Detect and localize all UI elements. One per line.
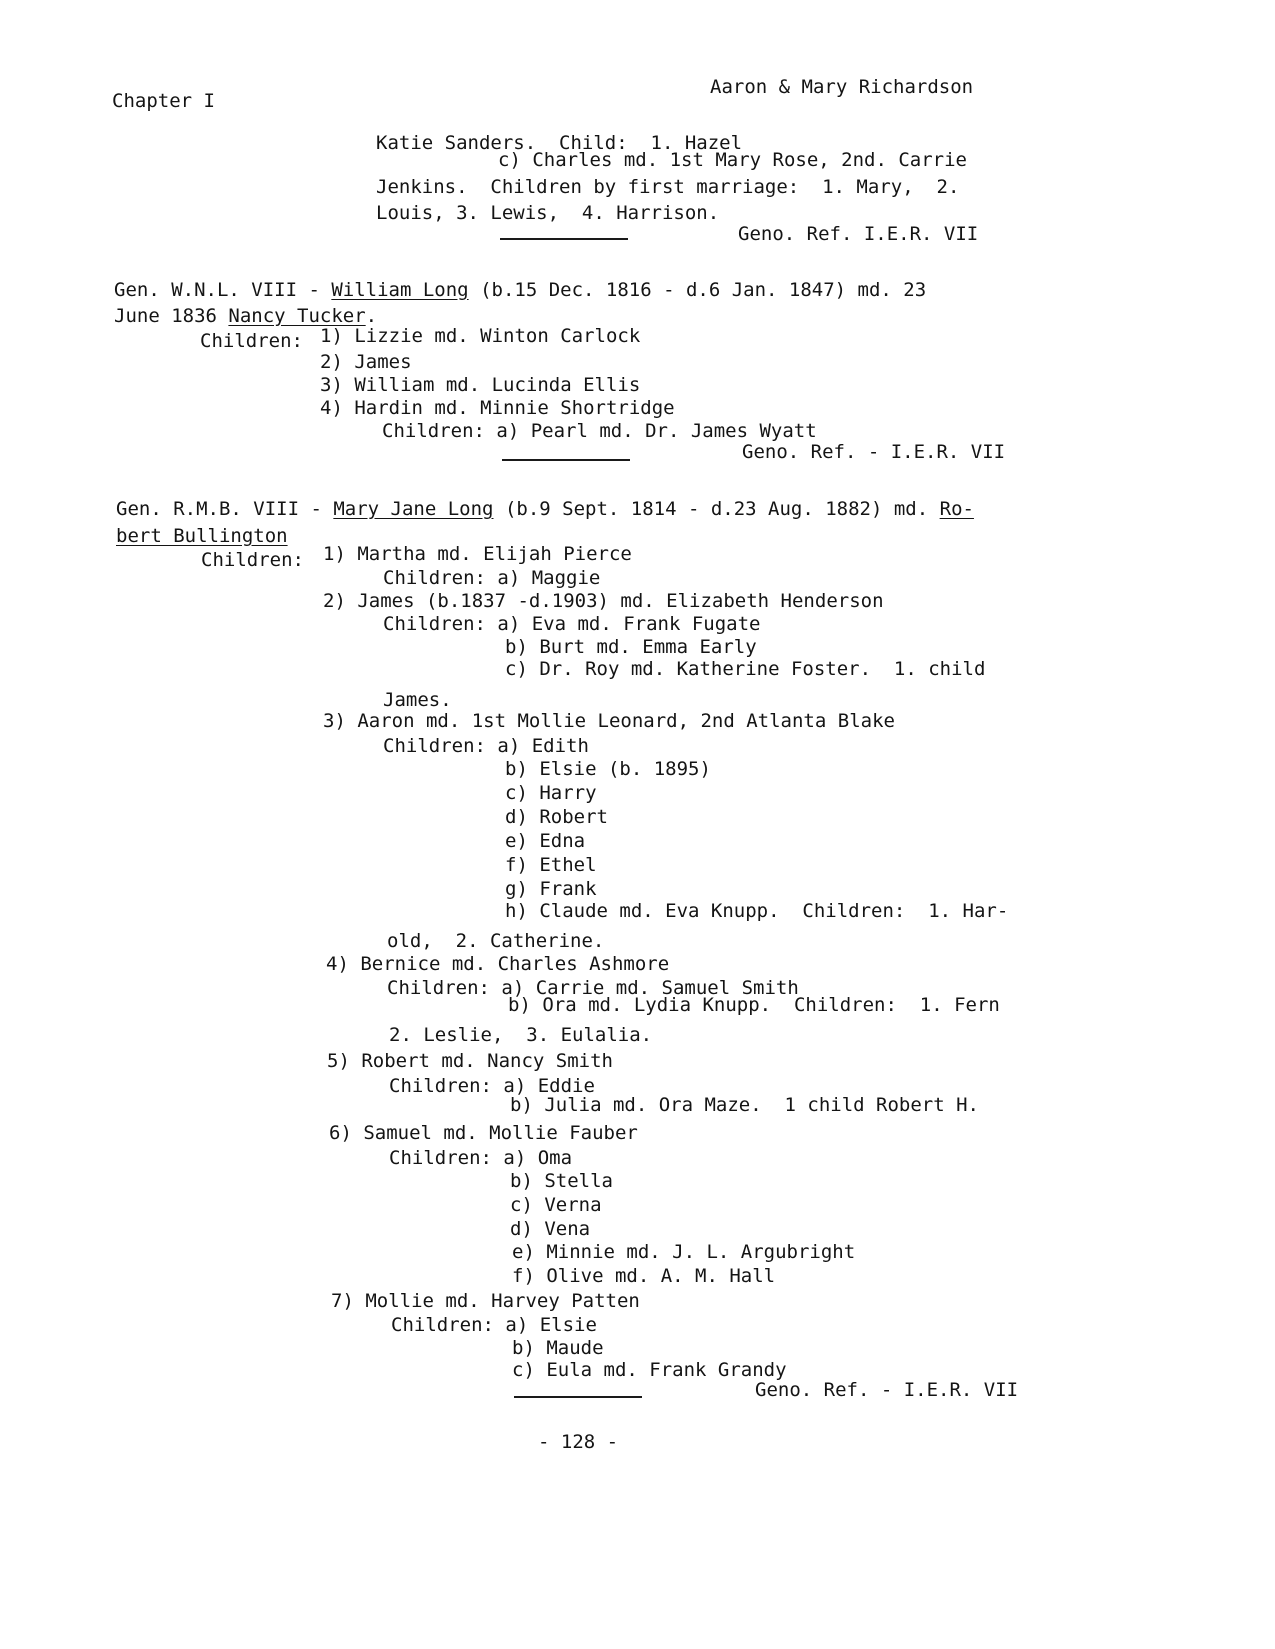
- grandchild-entry: Children: a) Eva md. Frank Fugate: [383, 613, 761, 635]
- child-entry: 3) William md. Lucinda Ellis: [320, 374, 641, 396]
- chapter-heading: Chapter I: [112, 90, 215, 112]
- person-name: Mary Jane Long: [333, 498, 494, 520]
- grandchild-entry: b) Ora md. Lydia Knupp. Children: 1. Fern: [508, 994, 1000, 1016]
- grandchild-entry: c) Eula md. Frank Grandy: [512, 1359, 787, 1381]
- grandchild-entry: Children: a) Pearl md. Dr. James Wyatt: [382, 420, 817, 442]
- child-entry: 2) James (b.1837 -d.1903) md. Elizabeth Henderson: [323, 590, 884, 612]
- grandchild-entry: Children: a) Oma: [389, 1147, 573, 1169]
- continuation-line: Louis, 3. Lewis, 4. Harrison.: [376, 202, 720, 224]
- geno-ref: Geno. Ref. I.E.R. VII: [738, 223, 979, 245]
- child-entry: 1) Martha md. Elijah Pierce: [323, 543, 632, 565]
- grandchild-entry: e) Minnie md. J. L. Argubright: [512, 1241, 856, 1263]
- grandchild-entry: d) Vena: [510, 1218, 591, 1240]
- section-divider: [502, 459, 630, 461]
- child-entry: 1) Lizzie md. Winton Carlock: [320, 325, 641, 347]
- child-entry: 4) Bernice md. Charles Ashmore: [326, 953, 670, 975]
- children-label: Children:: [201, 549, 304, 571]
- grandchild-entry: h) Claude md. Eva Knupp. Children: 1. Har-: [505, 900, 1009, 922]
- continuation-line: Katie Sanders. Child: 1. Hazel: [376, 132, 743, 154]
- grandchild-entry: g) Frank: [505, 878, 597, 900]
- continuation-line: Jenkins. Children by first marriage: 1. Mary, 2.: [376, 176, 960, 198]
- grandchild-entry: b) Maude: [512, 1337, 604, 1359]
- grandchild-continuation: James.: [383, 689, 452, 711]
- grandchild-entry: c) Harry: [505, 782, 597, 804]
- grandchild-entry: Children: a) Maggie: [383, 567, 601, 589]
- grandchild-continuation: old, 2. Catherine.: [387, 930, 605, 952]
- grandchild-entry: c) Verna: [510, 1194, 602, 1216]
- child-entry: 2) James: [320, 351, 412, 373]
- child-entry: 7) Mollie md. Harvey Patten: [331, 1290, 640, 1312]
- punctuation: .: [365, 305, 378, 327]
- grandchild-entry: b) Burt md. Emma Early: [505, 636, 757, 658]
- grandchild-entry: f) Ethel: [505, 854, 597, 876]
- person-dates: (b.9 Sept. 1814 - d.23 Aug. 1882) md.: [493, 498, 940, 520]
- gen-label: Gen. W.N.L. VIII -: [114, 279, 332, 301]
- grandchild-entry: f) Olive md. A. M. Hall: [512, 1265, 776, 1287]
- marriage-date: June 1836: [114, 305, 229, 327]
- geno-ref: Geno. Ref. - I.E.R. VII: [742, 441, 1006, 463]
- grandchild-entry: b) Elsie (b. 1895): [505, 758, 711, 780]
- child-entry: 3) Aaron md. 1st Mollie Leonard, 2nd Atlanta Blake: [323, 710, 895, 732]
- geno-ref: Geno. Ref. - I.E.R. VII: [755, 1379, 1019, 1401]
- person-dates: (b.15 Dec. 1816 - d.6 Jan. 1847) md. 23: [468, 279, 927, 301]
- grandchild-continuation: 2. Leslie, 3. Eulalia.: [389, 1024, 653, 1046]
- family-heading: Aaron & Mary Richardson: [710, 76, 974, 98]
- grandchild-entry: Children: a) Carrie md. Samuel Smith: [387, 977, 799, 999]
- grandchild-entry: Children: a) Eddie: [389, 1075, 595, 1097]
- spouse-name-continued: bert Bullington: [116, 525, 288, 547]
- grandchild-entry: b) Stella: [510, 1170, 613, 1192]
- grandchild-entry: e) Edna: [505, 830, 586, 852]
- children-label: Children:: [200, 330, 303, 352]
- person-name: William Long: [331, 279, 469, 301]
- gen-entry-heading: [114, 278, 926, 302]
- child-entry: 5) Robert md. Nancy Smith: [327, 1050, 613, 1072]
- section-divider: [514, 1396, 642, 1398]
- grandchild-entry: Children: a) Edith: [383, 735, 589, 757]
- spouse-name: Ro-: [939, 498, 974, 520]
- grandchild-entry: b) Julia md. Ora Maze. 1 child Robert H.: [510, 1094, 979, 1116]
- grandchild-entry: Children: a) Elsie: [391, 1314, 597, 1336]
- child-entry: 4) Hardin md. Minnie Shortridge: [320, 397, 675, 419]
- child-entry: 6) Samuel md. Mollie Fauber: [329, 1122, 638, 1144]
- continuation-line: c) Charles md. 1st Mary Rose, 2nd. Carrie: [498, 149, 967, 171]
- grandchild-entry: c) Dr. Roy md. Katherine Foster. 1. child: [505, 658, 986, 680]
- grandchild-entry: d) Robert: [505, 806, 608, 828]
- gen-label: Gen. R.M.B. VIII -: [116, 498, 334, 520]
- section-divider: [500, 238, 628, 240]
- page-number: - 128 -: [538, 1431, 619, 1453]
- gen-entry-heading: [116, 497, 974, 521]
- spouse-name: Nancy Tucker: [228, 305, 366, 327]
